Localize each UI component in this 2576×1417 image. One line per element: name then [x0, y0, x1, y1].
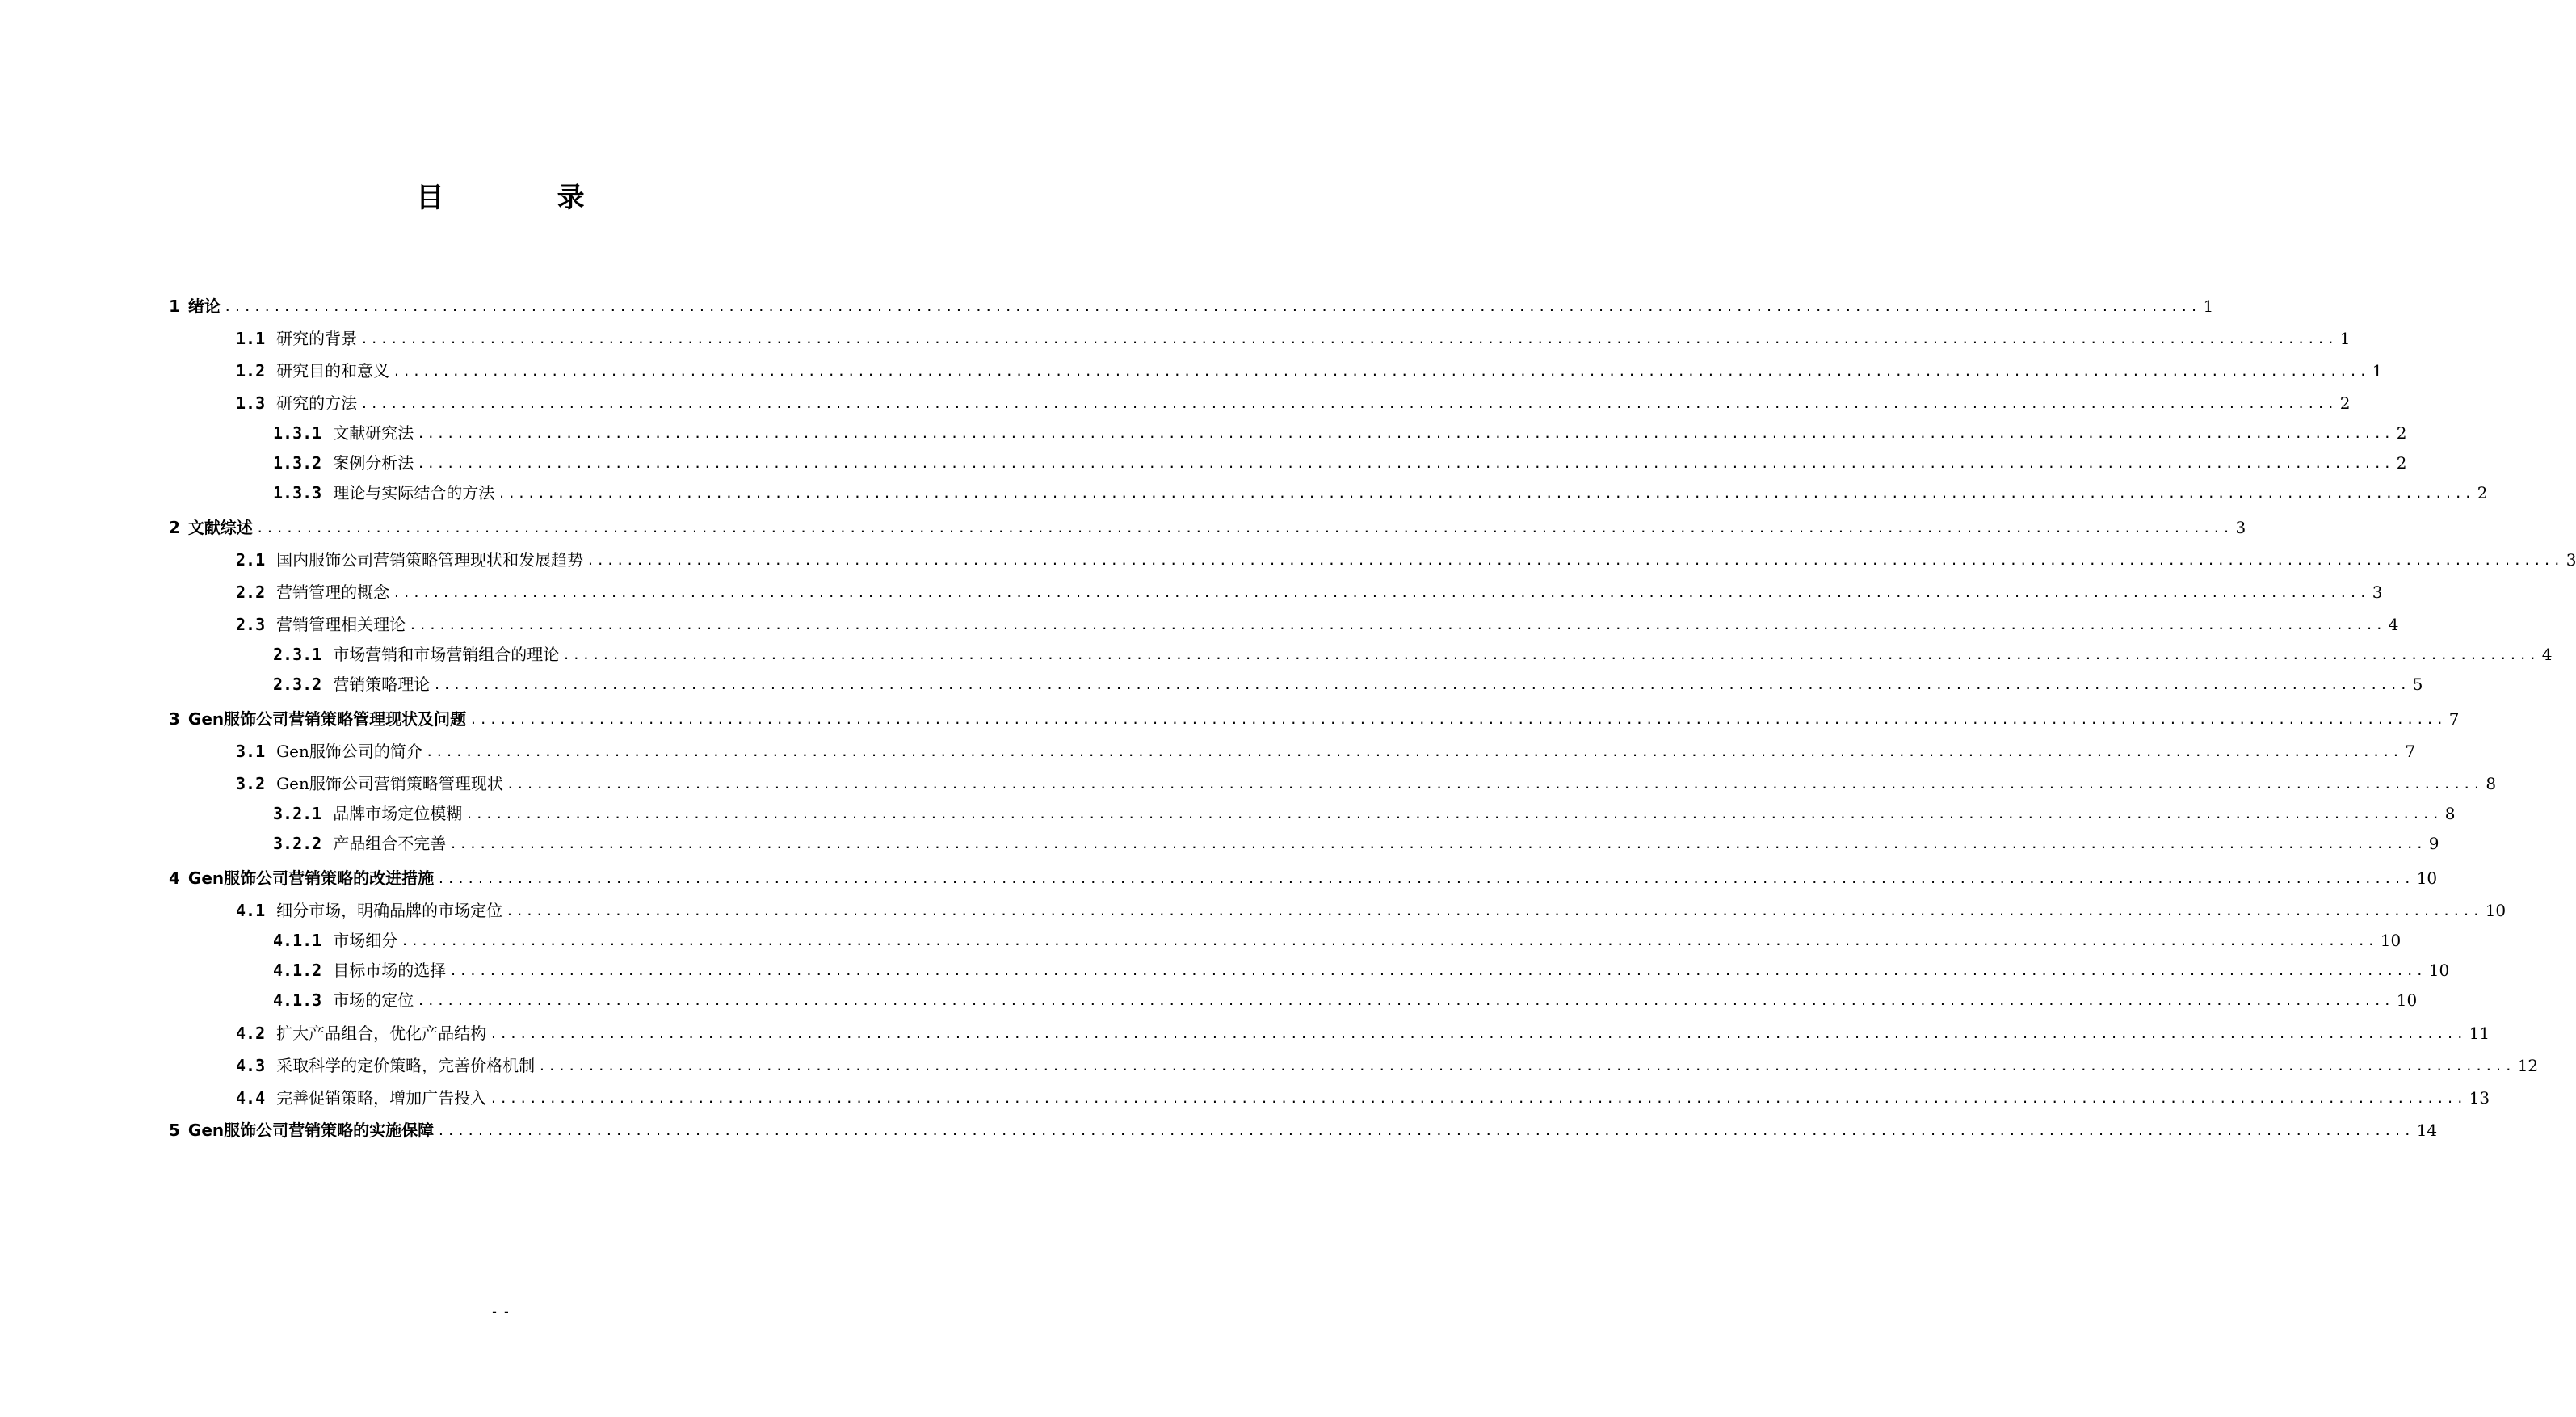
toc-dot-leader: ........................................................................................................................................................................................................ [538, 1058, 2515, 1074]
toc-dot-leader: ........................................................................................................................................................................................................ [449, 836, 2426, 851]
toc-entry[interactable] [236, 897, 2507, 921]
toc-entry-page-number: 7 [2405, 742, 2416, 761]
toc-entry-title: 产品组合不完善 [333, 834, 447, 853]
toc-entry-number: 5 [169, 1121, 180, 1140]
toc-entry-title: 营销策略理论 [333, 675, 431, 694]
toc-entry-title: Gen服饰公司营销策略管理现状 [276, 774, 503, 793]
toc-entry-page-number: 2 [2396, 453, 2407, 473]
toc-entry-title: 目标市场的选择 [333, 961, 447, 980]
toc-entry-title: Gen服饰公司的简介 [276, 742, 422, 761]
toc-entry-number: 3 [169, 709, 180, 729]
toc-entry[interactable] [273, 419, 2407, 444]
toc-dot-leader: ........................................................................................................................................................................................................ [223, 299, 2200, 314]
toc-entry[interactable] [273, 957, 2450, 981]
toc-entry-number: 4.1.1 [273, 931, 322, 950]
toc-dot-leader: ........................................................................................................................................................................................................ [465, 806, 2442, 822]
toc-dot-leader: ........................................................................................................................................................................................................ [490, 1091, 2466, 1106]
toc-entry-number: 1.2 [236, 361, 266, 381]
toc-entry-number: 4.2 [236, 1024, 266, 1043]
toc-entry-number: 1.3 [236, 393, 266, 413]
toc-dot-leader: ........................................................................................................................................................................................................ [360, 331, 2337, 347]
toc-entry-title: 国内服饰公司营销策略管理现状和发展趋势 [276, 550, 584, 570]
toc-entry-page-number: 2 [2396, 423, 2407, 443]
toc-entry[interactable] [273, 800, 2456, 824]
toc-dot-leader: ........................................................................................................................................................................................................ [433, 677, 2410, 692]
toc-entry-page-number: 5 [2412, 675, 2423, 694]
toc-dot-leader: ........................................................................................................................................................................................................ [401, 933, 2377, 948]
toc-entry[interactable] [236, 546, 2576, 570]
toc-entry-number: 2.2 [236, 582, 266, 602]
toc-entry[interactable] [273, 986, 2418, 1011]
toc-entry-title: Gen服饰公司营销策略的实施保障 [187, 1121, 435, 1140]
toc-entry-title: 完善促销策略，增加广告投入 [276, 1088, 487, 1108]
toc-entry-page-number: 3 [2372, 582, 2383, 602]
toc-dot-leader: ........................................................................................................................................................................................................ [469, 712, 2446, 727]
toc-entry-page-number: 4 [2388, 615, 2399, 634]
toc-entry-number: 4.1.3 [273, 990, 322, 1010]
toc-entry[interactable] [169, 514, 2246, 538]
toc-entry-title: 市场的定位 [333, 990, 414, 1010]
toc-entry-number: 4.1.2 [273, 961, 322, 980]
toc-entry-title: 研究的背景 [276, 329, 358, 348]
toc-entry-page-number: 3 [2235, 518, 2246, 537]
toc-dot-leader: ........................................................................................................................................................................................................ [417, 426, 2393, 441]
toc-entry-number: 1.1 [236, 329, 266, 348]
toc-dot-leader: ........................................................................................................................................................................................................ [393, 585, 2369, 600]
toc-entry-page-number: 10 [2416, 868, 2438, 888]
toc-entry-page-number: 12 [2517, 1056, 2539, 1075]
toc-entry-title: 营销管理的概念 [276, 582, 390, 602]
toc-entry-number: 2.3 [236, 615, 266, 634]
toc-entry[interactable] [273, 927, 2402, 951]
toc-dot-leader: ........................................................................................................................................................................................................ [490, 1026, 2466, 1041]
toc-entry-page-number: 1 [2203, 296, 2214, 316]
toc-entry-number: 1.3.1 [273, 423, 322, 443]
toc-entry-number: 1 [169, 296, 180, 316]
toc-entry-title: Gen服饰公司营销策略的改进措施 [187, 868, 435, 888]
toc-dot-leader: ........................................................................................................................................................................................................ [417, 993, 2393, 1008]
toc-entry-title: 绪论 [187, 296, 221, 316]
toc-entry-number: 3.2.1 [273, 804, 322, 823]
page-number-footer: - - [492, 1304, 511, 1319]
toc-entry[interactable] [169, 292, 2214, 317]
toc-dot-leader: ........................................................................................................................................................................................................ [255, 520, 2233, 536]
toc-entry[interactable] [236, 1020, 2490, 1044]
toc-entry-title: 文献综述 [187, 518, 253, 537]
toc-entry-title: 理论与实际结合的方法 [333, 483, 495, 502]
toc-entry-number: 4.3 [236, 1056, 266, 1075]
toc-entry[interactable] [236, 357, 2383, 381]
toc-entry[interactable] [169, 864, 2438, 889]
toc-entry-number: 3.2.2 [273, 834, 322, 853]
toc-dot-leader: ........................................................................................................................................................................................................ [498, 486, 2474, 501]
toc-entry-page-number: 2 [2339, 393, 2351, 413]
toc-title: 目 录 [416, 182, 586, 214]
toc-entry-title: 细分市场，明确品牌的市场定位 [276, 901, 503, 920]
toc-entry-page-number: 10 [2396, 990, 2418, 1010]
toc-dot-leader: ........................................................................................................................................................................................................ [360, 396, 2337, 411]
toc-entry[interactable] [236, 325, 2351, 349]
toc-entry-page-number: 11 [2469, 1024, 2490, 1043]
toc-entry-title: 采取科学的定价策略，完善价格机制 [276, 1056, 536, 1075]
toc-entry-title: 文献研究法 [333, 423, 414, 443]
toc-entry[interactable] [273, 830, 2439, 854]
toc-entry-number: 4.1 [236, 901, 266, 920]
toc-entry-number: 1.3.2 [273, 453, 322, 473]
toc-entry-page-number: 4 [2541, 645, 2553, 664]
toc-entry-page-number: 2 [2477, 483, 2488, 502]
toc-dot-leader: ........................................................................................................................................................................................................ [562, 647, 2539, 662]
toc-entry-page-number: 10 [2428, 961, 2450, 980]
toc-entry-page-number: 9 [2428, 834, 2439, 853]
toc-entry-number: 4 [169, 868, 180, 888]
toc-entry-page-number: 13 [2469, 1088, 2490, 1108]
toc-entry-number: 2.3.2 [273, 675, 322, 694]
toc-entry-title: 案例分析法 [333, 453, 414, 473]
toc-dot-leader: ........................................................................................................................................................................................................ [437, 871, 2414, 886]
toc-entry[interactable] [236, 1052, 2539, 1076]
toc-entry[interactable] [236, 389, 2351, 414]
toc-dot-leader: ........................................................................................................................................................................................................ [506, 776, 2483, 792]
toc-entry-title: 研究的方法 [276, 393, 358, 413]
toc-dot-leader: ........................................................................................................................................................................................................ [586, 553, 2563, 568]
toc-entry[interactable] [273, 449, 2407, 473]
toc-entry[interactable] [236, 738, 2416, 762]
toc-entry[interactable] [236, 578, 2383, 603]
toc-dot-leader: ........................................................................................................................................................................................................ [437, 1123, 2414, 1138]
toc-entry[interactable] [236, 1084, 2490, 1108]
toc-entry-number: 2 [169, 518, 180, 537]
toc-entry[interactable] [236, 770, 2497, 794]
toc-entry-number: 3.2 [236, 774, 266, 793]
toc-entry[interactable] [236, 611, 2399, 635]
toc-entry-title: 研究目的和意义 [276, 361, 390, 381]
toc-entry-page-number: 10 [2380, 931, 2402, 950]
toc-dot-leader: ........................................................................................................................................................................................................ [409, 617, 2385, 633]
toc-entry-title: Gen服饰公司营销策略管理现状及问题 [187, 709, 467, 729]
toc-entry-title: 市场营销和市场营销组合的理论 [333, 645, 560, 664]
toc-entry-page-number: 1 [2372, 361, 2383, 381]
toc-entry-page-number: 7 [2448, 709, 2460, 729]
toc-entry-number: 4.4 [236, 1088, 266, 1108]
toc-entry-number: 1.3.3 [273, 483, 322, 502]
toc-entry[interactable] [169, 705, 2460, 730]
toc-entry[interactable] [273, 641, 2553, 665]
toc-entry[interactable] [273, 479, 2488, 503]
toc-entry-page-number: 14 [2416, 1121, 2438, 1140]
toc-entry-title: 市场细分 [333, 931, 398, 950]
toc-entry-page-number: 1 [2339, 329, 2351, 348]
toc-dot-leader: ........................................................................................................................................................................................................ [425, 744, 2402, 759]
toc-entry[interactable] [169, 1116, 2438, 1141]
toc-entry-title: 品牌市场定位模糊 [333, 804, 463, 823]
toc-entry-title: 扩大产品组合，优化产品结构 [276, 1024, 487, 1043]
toc-entry-page-number: 3 [2565, 550, 2576, 570]
toc-dot-leader: ........................................................................................................................................................................................................ [449, 963, 2426, 978]
toc-entry-page-number: 8 [2444, 804, 2456, 823]
toc-dot-leader: ........................................................................................................................................................................................................ [393, 364, 2369, 379]
toc-entry-number: 2.1 [236, 550, 266, 570]
toc-entry-page-number: 10 [2485, 901, 2507, 920]
toc-entry-title: 营销管理相关理论 [276, 615, 406, 634]
toc-entry-number: 2.3.1 [273, 645, 322, 664]
toc-dot-leader: ........................................................................................................................................................................................................ [506, 903, 2482, 919]
toc-entry-number: 3.1 [236, 742, 266, 761]
toc-dot-leader: ........................................................................................................................................................................................................ [417, 456, 2393, 471]
toc-entry-page-number: 8 [2486, 774, 2497, 793]
toc-entry[interactable] [273, 671, 2423, 695]
